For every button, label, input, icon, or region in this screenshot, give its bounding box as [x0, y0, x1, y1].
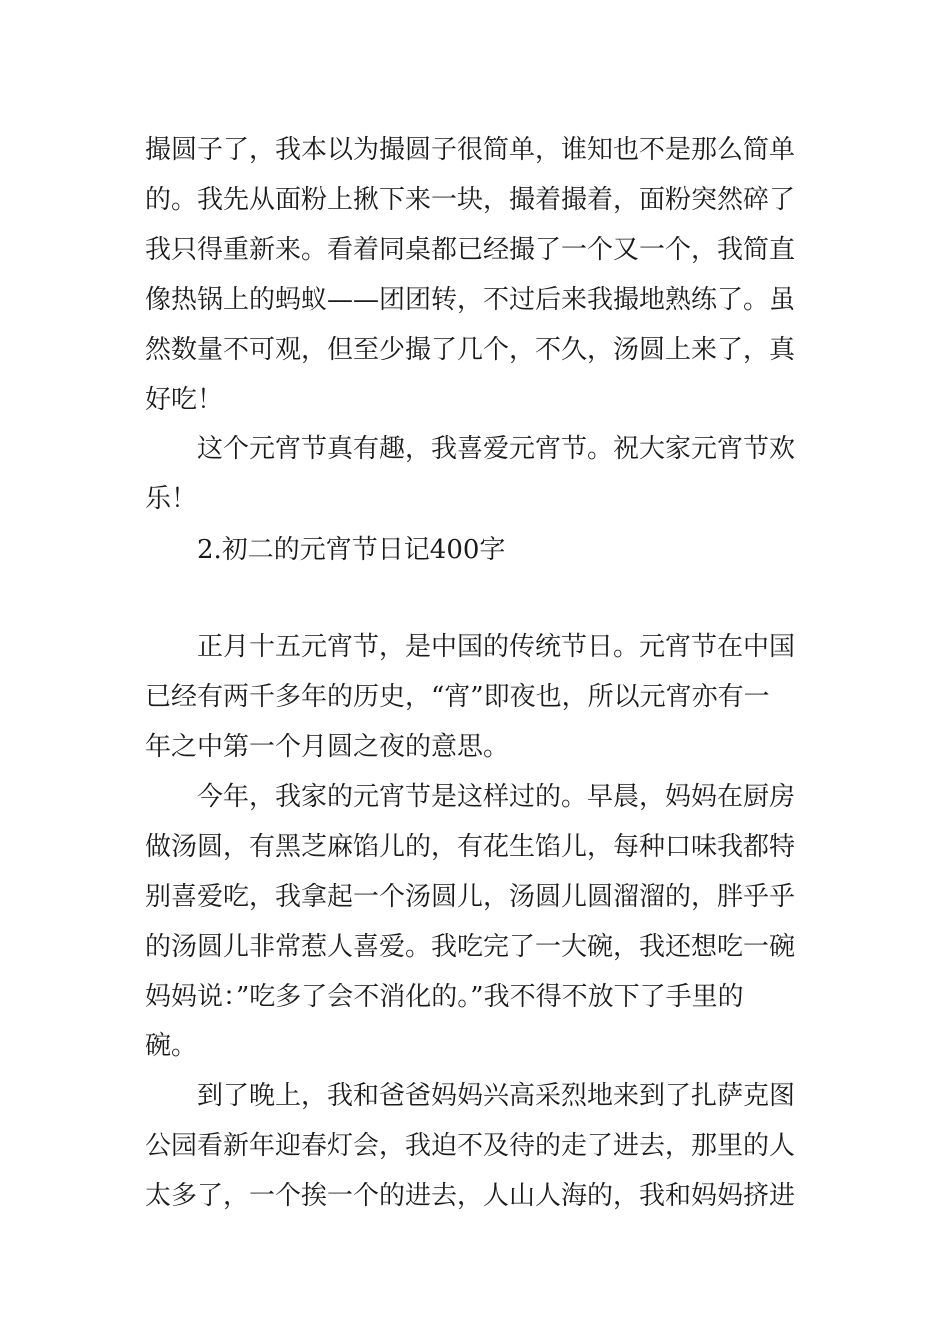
paragraph-line: 这个元宵节真有趣，我喜爱元宵节。祝大家元宵节欢 — [197, 434, 796, 464]
paragraph-line: 的。我先从面粉上揪下来一块，撮着撮着，面粉突然碎了 — [145, 185, 796, 215]
paragraph-line: 太多了，一个挨一个的进去，人山人海的，我和妈妈挤进 — [145, 1181, 796, 1211]
paragraph-line: 正月十五元宵节，是中国的传统节日。元宵节在中国 — [197, 632, 796, 662]
paragraph-line: 妈妈说：”吃多了会不消化的。”我不得不放下了手里的 — [145, 982, 744, 1012]
paragraph-line: 乐！ — [145, 484, 198, 514]
paragraph-line: 公园看新年迎春灯会，我迫不及待的走了进去，那里的人 — [145, 1131, 796, 1161]
paragraph-line: 然数量不可观，但至少撮了几个，不久，汤圆上来了，真 — [145, 335, 796, 365]
paragraph-line: 碗。 — [145, 1031, 198, 1061]
paragraph-line: 到了晚上，我和爸爸妈妈兴高采烈地来到了扎萨克图 — [197, 1081, 796, 1111]
paragraph-line: 像热锅上的蚂蚁——团团转，不过后来我撮地熟练了。虽 — [145, 285, 796, 315]
paragraph-line: 好吃！ — [145, 385, 224, 415]
paragraph-line: 年之中第一个月圆之夜的意思。 — [145, 732, 510, 762]
paragraph-line: 已经有两千多年的历史，“宵”即夜也，所以元宵亦有一 — [145, 682, 770, 712]
paragraph-line: 今年，我家的元宵节是这样过的。早晨，妈妈在厨房 — [197, 782, 796, 812]
paragraph-line: 撮圆子了，我本以为撮圆子很简单，谁知也不是那么简单 — [145, 135, 796, 165]
paragraph-line: 别喜爱吃，我拿起一个汤圆儿，汤圆儿圆溜溜的，胖乎乎 — [145, 882, 796, 912]
section-heading: 2.初二的元宵节日记400字 — [197, 535, 506, 565]
paragraph-line: 的汤圆儿非常惹人喜爱。我吃完了一大碗，我还想吃一碗 — [145, 932, 796, 962]
paragraph-line: 我只得重新来。看着同桌都已经撮了一个又一个，我简直 — [145, 235, 796, 265]
paragraph-line: 做汤圆，有黑芝麻馅儿的，有花生馅儿，每种口味我都特 — [145, 832, 796, 862]
